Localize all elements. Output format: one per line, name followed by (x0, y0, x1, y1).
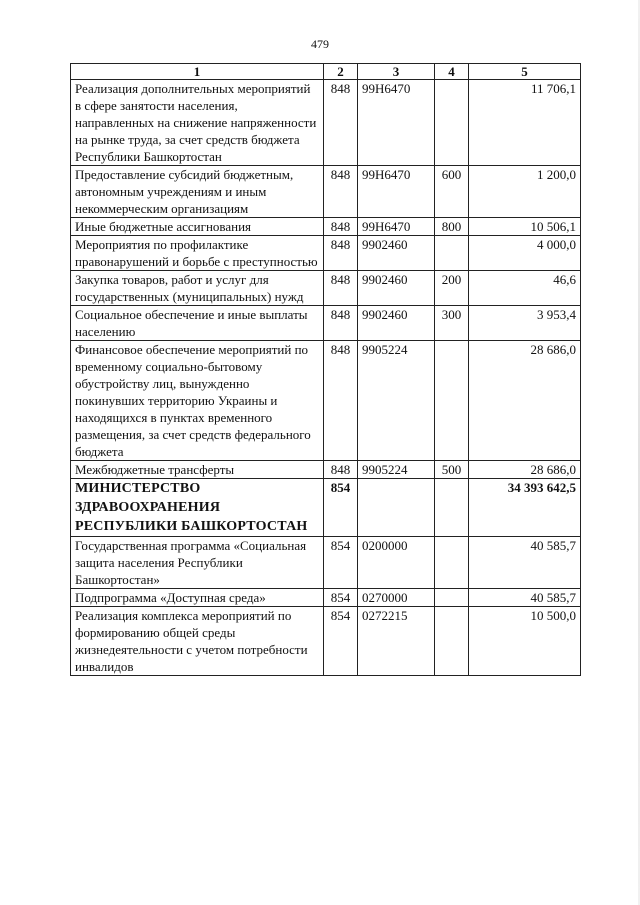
table-row-ministry (71, 479, 581, 537)
row-name: Государственная программа «Социальная защита населения Республики Башкортостан» (71, 537, 324, 589)
row-amount: 40 585,7 (469, 537, 581, 589)
row-csr: 9902460 (358, 306, 435, 341)
row-csr: 0272215 (358, 607, 435, 676)
table-row (71, 166, 581, 218)
table-row (71, 589, 581, 607)
row-csr: 99Н6470 (358, 166, 435, 218)
column-header-csr: 3 (358, 64, 435, 80)
table-row (71, 80, 581, 166)
row-name: Межбюджетные трансферты (71, 461, 324, 479)
row-csr: 0200000 (358, 537, 435, 589)
row-ved: 854 (324, 537, 358, 589)
row-ved: 848 (324, 341, 358, 461)
row-ved: 848 (324, 461, 358, 479)
row-csr: 99Н6470 (358, 218, 435, 236)
row-vr: 300 (435, 306, 469, 341)
row-amount: 40 585,7 (469, 589, 581, 607)
row-vr (435, 341, 469, 461)
table-body (71, 80, 581, 676)
table-row (71, 236, 581, 271)
row-vr: 600 (435, 166, 469, 218)
row-vr (435, 537, 469, 589)
row-csr: 9905224 (358, 461, 435, 479)
table-row (71, 306, 581, 341)
row-amount: 34 393 642,5 (469, 479, 581, 537)
row-amount: 4 000,0 (469, 236, 581, 271)
row-name: МИНИСТЕРСТВО ЗДРАВООХРАНЕНИЯ РЕСПУБЛИКИ БАШКОРТОСТАН (71, 479, 324, 537)
row-ved: 848 (324, 306, 358, 341)
row-name: Реализация комплекса мероприятий по формированию общей среды жизнедеятельности с учетом потребности инвалидов (71, 607, 324, 676)
row-name: Реализация дополнительных мероприятий в сфере занятости населения, направленных на снижение напряженности на рынке труда, за счет средств бюджета Республики Башкортостан (71, 80, 324, 166)
row-ved: 848 (324, 166, 358, 218)
row-amount: 3 953,4 (469, 306, 581, 341)
table-row (71, 537, 581, 589)
row-amount: 11 706,1 (469, 80, 581, 166)
row-ved: 848 (324, 271, 358, 306)
row-ved: 848 (324, 80, 358, 166)
row-name: Финансовое обеспечение мероприятий по временному социально-бытовому обустройству лиц, вынужденно покинувших территорию Украины и находящихся в пунктах временного размещения, за счет средств федерального бюджета (71, 341, 324, 461)
row-name: Иные бюджетные ассигнования (71, 218, 324, 236)
row-vr (435, 479, 469, 537)
table-header-row (71, 64, 581, 80)
row-csr: 9902460 (358, 236, 435, 271)
table-row (71, 607, 581, 676)
table-row (71, 218, 581, 236)
column-header-vr: 4 (435, 64, 469, 80)
row-ved: 848 (324, 218, 358, 236)
row-vr (435, 607, 469, 676)
row-name: Закупка товаров, работ и услуг для государственных (муниципальных) нужд (71, 271, 324, 306)
column-header-amount: 5 (469, 64, 581, 80)
row-csr: 0270000 (358, 589, 435, 607)
row-amount: 10 506,1 (469, 218, 581, 236)
row-name: Мероприятия по профилактике правонарушений и борьбе с преступностью (71, 236, 324, 271)
row-ved: 854 (324, 607, 358, 676)
row-vr (435, 589, 469, 607)
row-vr (435, 236, 469, 271)
row-vr: 800 (435, 218, 469, 236)
row-name: Социальное обеспечение и иные выплаты населению (71, 306, 324, 341)
row-csr: 9905224 (358, 341, 435, 461)
row-vr: 500 (435, 461, 469, 479)
row-vr: 200 (435, 271, 469, 306)
row-amount: 28 686,0 (469, 341, 581, 461)
row-csr: 99Н6470 (358, 80, 435, 166)
row-name: Подпрограмма «Доступная среда» (71, 589, 324, 607)
row-csr: 9902460 (358, 271, 435, 306)
row-ved: 848 (324, 236, 358, 271)
row-amount: 1 200,0 (469, 166, 581, 218)
table-row (71, 271, 581, 306)
page-number: 479 (311, 37, 329, 51)
row-name: Предоставление субсидий бюджетным, автономным учреждениям и иным некоммерческим организациям (71, 166, 324, 218)
column-header-name: 1 (71, 64, 324, 80)
table-row (71, 461, 581, 479)
row-amount: 10 500,0 (469, 607, 581, 676)
row-amount: 46,6 (469, 271, 581, 306)
row-ved: 854 (324, 479, 358, 537)
row-ved: 854 (324, 589, 358, 607)
row-amount: 28 686,0 (469, 461, 581, 479)
row-vr (435, 80, 469, 166)
row-csr (358, 479, 435, 537)
table-row (71, 341, 581, 461)
budget-table (70, 63, 581, 676)
column-header-ved: 2 (324, 64, 358, 80)
